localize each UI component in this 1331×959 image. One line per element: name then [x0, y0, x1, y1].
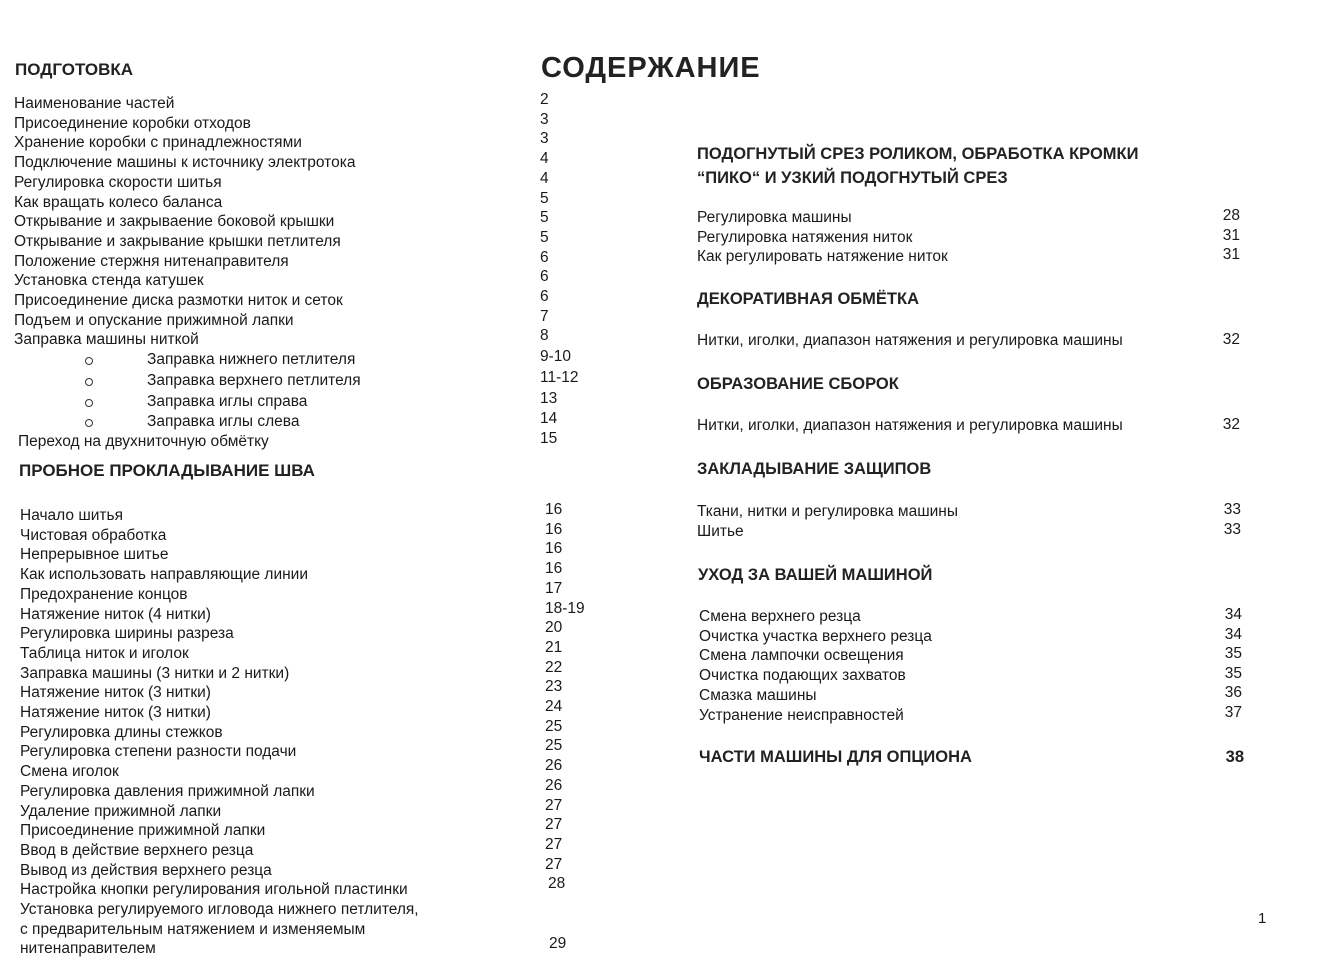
toc-item[interactable]: Регулировка натяжения ниток [697, 228, 913, 246]
page-number: 1 [1258, 910, 1267, 927]
toc-item[interactable]: Очистка подающих захватов [699, 667, 906, 685]
page-ref: 8 [540, 327, 549, 345]
toc-item[interactable]: Регулировка ширины разреза [20, 625, 234, 643]
toc-item[interactable]: Хранение коробки с принадлежностями [14, 134, 302, 152]
page-ref: 33 [1223, 520, 1241, 538]
page-ref: 24 [545, 698, 563, 716]
page-ref: 5 [540, 228, 549, 246]
toc-pages-preparation [540, 90, 579, 449]
page-ref: 31 [1222, 226, 1240, 244]
toc-pages-test-seam [545, 500, 585, 894]
page-ref: 16 [545, 560, 563, 578]
page-ref: 38 [1225, 748, 1244, 766]
toc-subitem[interactable]: Заправка иглы слева [147, 412, 361, 432]
toc-item[interactable]: Как вращать колесо баланса [14, 193, 223, 211]
toc-item[interactable]: Нитки, иголки, диапазон натяжения и регулировка машины [697, 417, 1123, 434]
page-ref: 34 [1224, 606, 1242, 623]
toc-item[interactable]: Подъем и опускание прижимной лапки [14, 311, 294, 329]
page-ref: 27 [545, 796, 563, 814]
page-ref: 7 [540, 307, 549, 325]
page-ref: 22 [545, 658, 563, 676]
section-heading-test-seam: ПРОБНОЕ ПРОКЛАДЫВАНИЕ ШВА [19, 461, 315, 480]
page-ref: 3 [540, 130, 549, 148]
page-ref: 21 [545, 638, 563, 656]
toc-pages-pintucks [1201, 500, 1241, 539]
toc-item[interactable]: Регулировка давления прижимной лапки [20, 782, 315, 800]
page-ref: 27 [545, 855, 563, 873]
toc-item[interactable]: Шитье [697, 522, 744, 540]
page-ref: 31 [1222, 246, 1240, 263]
page-ref: 27 [545, 816, 563, 834]
toc-item[interactable]: Натяжение ниток (4 нитки) [20, 605, 211, 623]
page-ref: 32 [1222, 416, 1240, 433]
toc-list-preparation [14, 94, 361, 452]
toc-list-maintenance [699, 607, 932, 725]
toc-item[interactable]: Ткани, нитки и регулировка машины [697, 503, 958, 520]
toc-item[interactable]: Установка стенда катушек [14, 272, 204, 290]
toc-item[interactable]: Заправка машины (3 нитки и 2 нитки) [20, 664, 290, 682]
toc-subitem[interactable]: Заправка нижнего петлителя [147, 350, 361, 370]
bullet-icon [85, 399, 93, 407]
toc-list-test-seam [20, 506, 419, 959]
toc-item[interactable]: Как регулировать натяжение ниток [697, 248, 948, 266]
toc-item[interactable]: Регулировка машины [697, 209, 852, 226]
toc-subitem[interactable]: Заправка иглы справа [147, 392, 361, 412]
toc-item[interactable]: Натяжение ниток (3 нитки) [20, 684, 211, 702]
page-title: СОДЕРЖАНИЕ [541, 52, 761, 84]
page-ref: 36 [1224, 684, 1242, 701]
section-heading-pintucks: ЗАКЛАДЫВАНИЕ ЗАЩИПОВ [697, 460, 932, 478]
section-heading-maintenance: УХОД ЗА ВАШЕЙ МАШИНОЙ [698, 566, 933, 584]
toc-item[interactable]: Предохранение концов [20, 585, 188, 603]
toc-item[interactable]: Удаление прижимной лапки [20, 802, 222, 820]
page-ref: 4 [540, 150, 549, 168]
page-ref: 15 [540, 429, 558, 447]
page-ref: 16 [545, 520, 563, 538]
toc-item[interactable]: Начало шитья [20, 507, 123, 524]
toc-item[interactable]: Смена верхнего резца [699, 608, 861, 625]
toc-item-multiline[interactable]: Установка регулируемого игловода нижнего петлителя, с предварительным натяжением и изменяемым нитенаправителем [20, 901, 419, 958]
bullet-icon [85, 378, 93, 386]
toc-item[interactable]: Нитки, иголки, диапазон натяжения и регулировка машины [697, 332, 1123, 349]
page-ref: 18-19 [545, 599, 585, 617]
toc-item[interactable]: Смена иголок [20, 763, 119, 781]
toc-item[interactable]: Регулировка скорости шитья [14, 173, 222, 191]
page-ref: 23 [545, 678, 563, 696]
toc-list-rolled-hem [697, 208, 948, 267]
page-ref: 35 [1224, 664, 1242, 682]
page-ref: 25 [545, 737, 563, 755]
toc-item[interactable]: Таблица ниток и иголок [20, 644, 189, 662]
page-ref: 34 [1224, 625, 1242, 643]
page-ref: 6 [540, 248, 549, 266]
toc-item[interactable]: Открывание и закрывание крышки петлителя [14, 232, 341, 250]
section-heading-optional-parts[interactable]: ЧАСТИ МАШИНЫ ДЛЯ ОПЦИОНА [699, 748, 972, 766]
toc-item[interactable]: Положение стержня нитенаправителя [14, 252, 289, 270]
toc-item[interactable]: Вывод из действия верхнего резца [20, 861, 272, 879]
page-ref: 17 [545, 579, 563, 597]
toc-item[interactable]: Смена лампочки освещения [699, 647, 904, 665]
bullet-icon [85, 419, 93, 427]
toc-item[interactable]: Подключение машины к источнику электротока [14, 154, 356, 172]
section-heading-rolled-hem: ПОДОГНУТЫЙ СРЕЗ РОЛИКОМ, ОБРАБОТКА КРОМКИ “ПИКО“ И УЗКИЙ ПОДОГНУТЫЙ СРЕЗ [697, 145, 1139, 187]
toc-item[interactable]: Регулировка степени разности подачи [20, 743, 297, 761]
toc-item[interactable]: Натяжение ниток (3 нитки) [20, 704, 211, 722]
toc-item[interactable]: Смазка машины [699, 686, 817, 704]
page-ref: 16 [545, 540, 563, 558]
toc-item[interactable]: Заправка машины ниткой [14, 331, 199, 349]
page-ref: 6 [540, 268, 549, 286]
toc-item[interactable]: Переход на двухниточную обмётку [18, 432, 269, 450]
page-ref: 13 [540, 389, 558, 407]
page-ref: 3 [540, 110, 549, 128]
toc-pages-rolled-hem [1200, 206, 1240, 265]
page-ref: 26 [545, 776, 563, 794]
toc-item[interactable]: Непрерывное шитье [20, 546, 169, 564]
page-ref: 32 [1222, 331, 1240, 348]
section-heading-preparation: ПОДГОТОВКА [15, 60, 134, 79]
toc-item[interactable]: Очистка участка верхнего резца [699, 627, 932, 645]
page-ref: 11-12 [540, 368, 579, 386]
page-ref: 27 [545, 835, 563, 853]
toc-item[interactable]: Настройка кнопки регулирования игольной пластинки [20, 881, 408, 899]
toc-list-pintucks [697, 502, 958, 541]
page-ref: 20 [545, 619, 563, 637]
toc-item[interactable]: Чистовая обработка [20, 526, 167, 544]
page-ref: 16 [545, 501, 563, 518]
toc-item[interactable]: Присоединение прижимной лапки [20, 822, 266, 840]
toc-item[interactable]: Регулировка длины стежков [20, 723, 223, 741]
page-ref: 5 [540, 209, 549, 227]
page-ref: 37 [1224, 703, 1242, 721]
page-ref: 6 [540, 288, 549, 306]
toc-item[interactable]: Присоединение коробки отходов [14, 114, 251, 132]
toc-item[interactable]: Открывание и закрываение боковой крышки [14, 213, 335, 231]
page-ref: 28 [548, 875, 566, 893]
toc-pages-maintenance [1202, 605, 1242, 722]
bullet-icon [85, 357, 93, 365]
toc-item[interactable]: Присоединение диска размотки ниток и сеток [14, 292, 343, 310]
page-ref: 26 [545, 757, 563, 775]
toc-item[interactable]: Устранение неисправностей [699, 706, 904, 724]
toc-item[interactable]: Наименование частей [14, 95, 175, 112]
page-ref: 14 [540, 410, 558, 428]
toc-item[interactable]: Как использовать направляющие линии [20, 566, 308, 584]
page-ref: 25 [545, 717, 563, 735]
section-heading-decorative: ДЕКОРАТИВНАЯ ОБМЁТКА [697, 290, 919, 308]
page-ref: 29 [549, 935, 567, 952]
page-ref: 4 [540, 169, 549, 187]
page-ref: 33 [1223, 501, 1241, 518]
page-ref: 5 [540, 189, 549, 207]
section-heading-gathering: ОБРАЗОВАНИЕ СБОРОК [697, 375, 899, 393]
page-ref: 2 [540, 91, 549, 108]
page-ref: 28 [1222, 207, 1240, 224]
page-ref: 35 [1224, 645, 1242, 662]
toc-item[interactable]: Ввод в действие верхнего резца [20, 841, 254, 859]
page-ref: 9-10 [540, 348, 572, 366]
toc-subitem[interactable]: Заправка верхнего петлителя [147, 371, 361, 391]
